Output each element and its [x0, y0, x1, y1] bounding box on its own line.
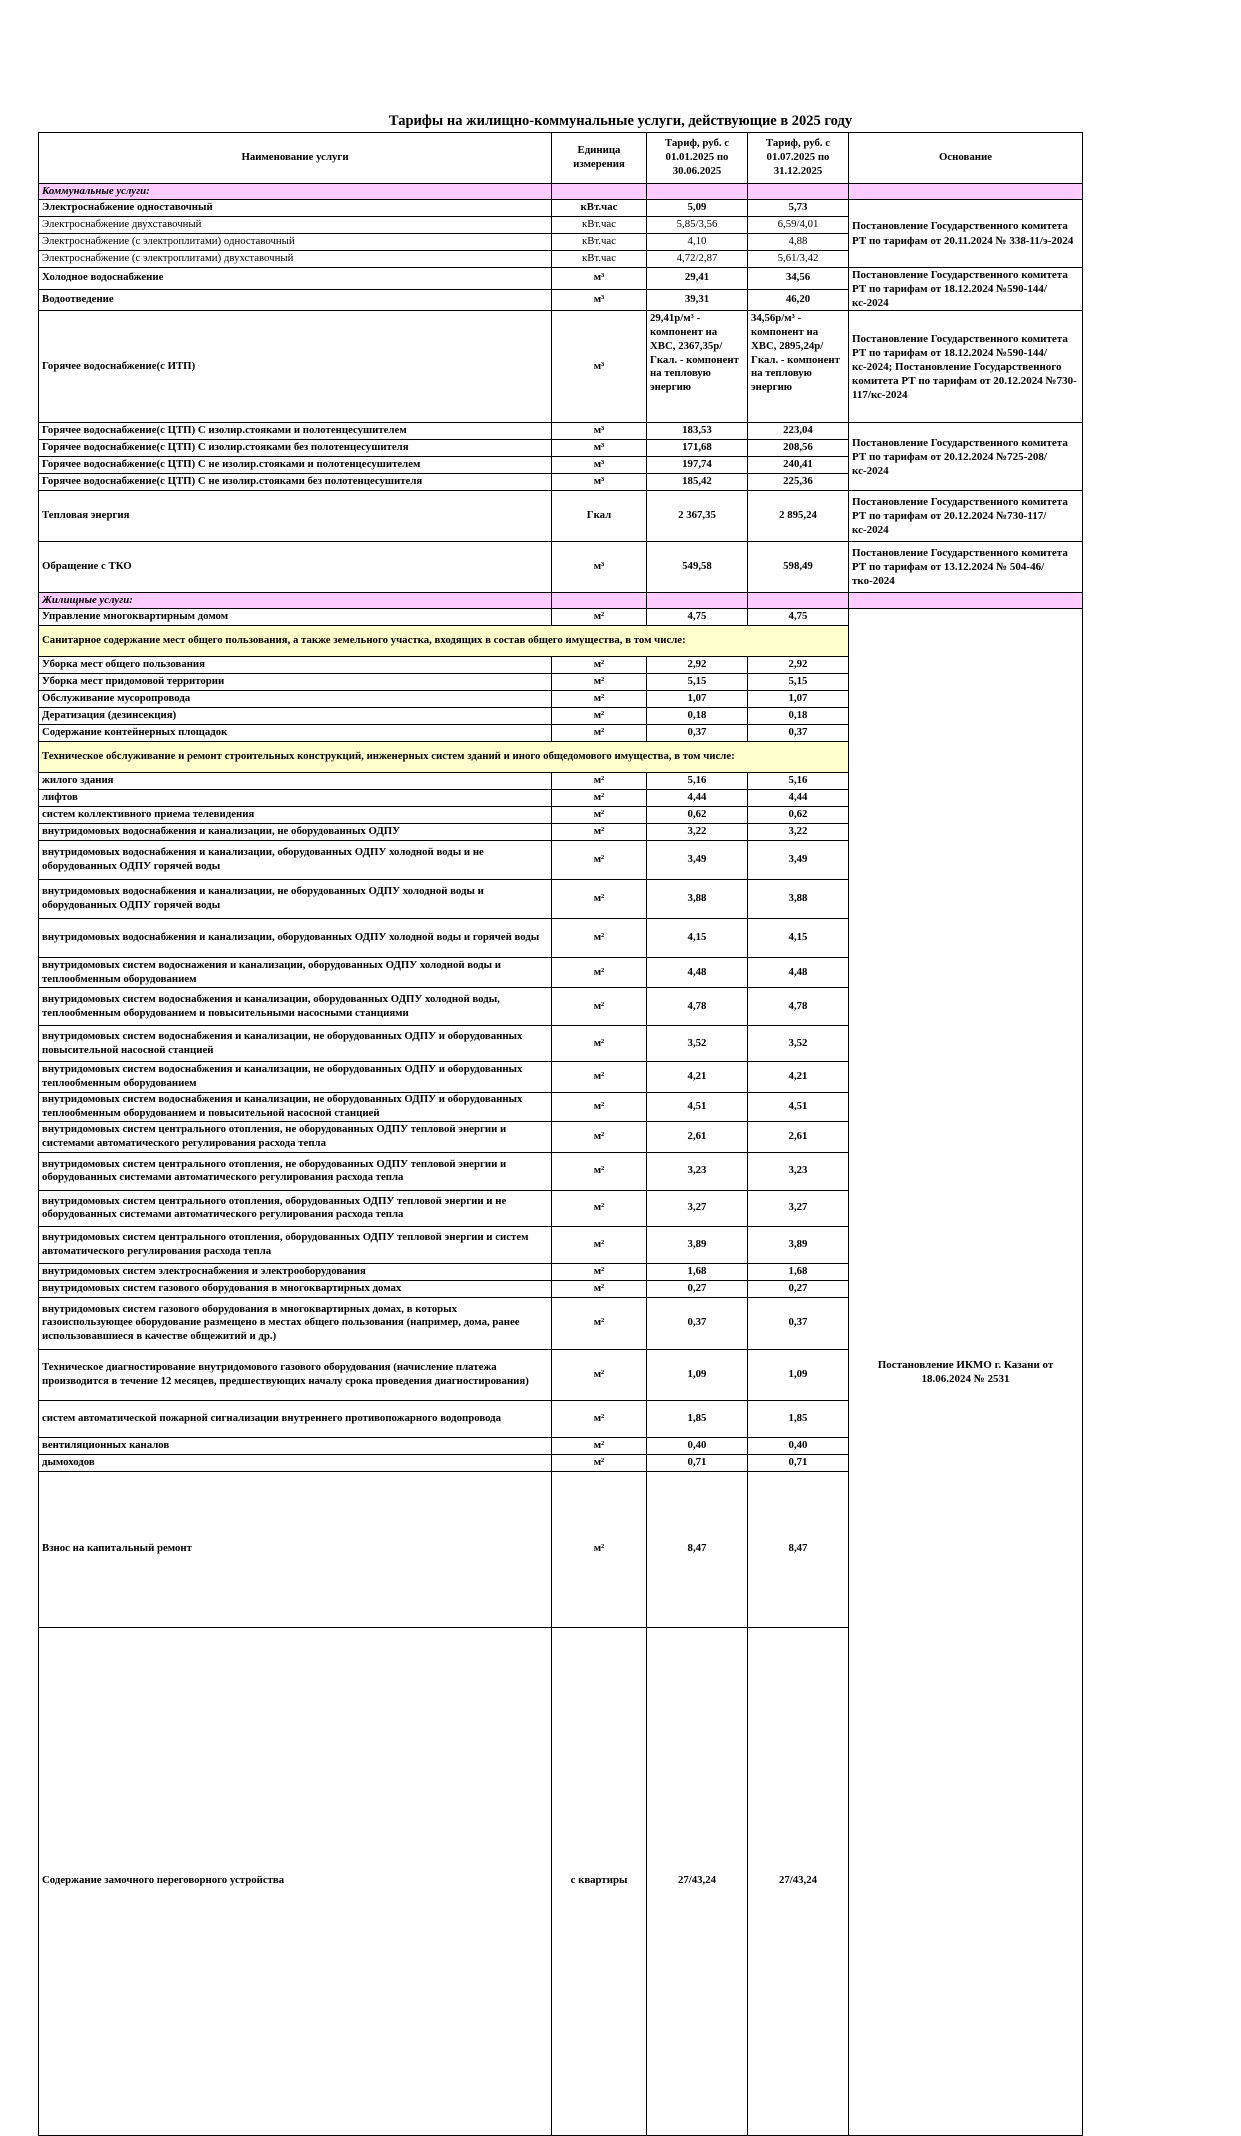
tariff-h2-cell: 4,44: [748, 790, 849, 807]
service-name: Горячее водоснабжение(с ЦТП) С не изолир.стояками и полотенцесушителем: [39, 457, 552, 474]
tariff-h1-cell: 0,18: [647, 708, 748, 725]
unit-cell: м²: [552, 841, 647, 880]
unit-cell: м²: [552, 1297, 647, 1349]
tariff-h2-cell: 5,16: [748, 773, 849, 790]
unit-cell: м³: [552, 457, 647, 474]
table-row: [39, 268, 1083, 290]
tariff-h1-cell: 0,37: [647, 725, 748, 742]
subsection-title: Техническое обслуживание и ремонт строительных конструкций, инженерных систем зданий и иного общедомового имущества, в том числе:: [39, 742, 849, 773]
unit-cell: м²: [552, 1471, 647, 1627]
section-title: Коммунальные услуги:: [39, 184, 552, 200]
tariff-h1-cell: 0,62: [647, 807, 748, 824]
tariff-h2-cell: 1,07: [748, 691, 849, 708]
unit-cell: м²: [552, 1152, 647, 1190]
service-name: внутридомовых систем электроснабжения и электрооборудования: [39, 1263, 552, 1280]
unit-cell: кВт.час: [552, 200, 647, 217]
service-name: Обращение с ТКО: [39, 542, 552, 593]
unit-cell: м²: [552, 674, 647, 691]
tariff-h1-cell: 3,23: [647, 1152, 748, 1190]
section-row: [39, 184, 1083, 200]
service-name: внутридомовых систем водоснабжения и канализации, оборудованных ОДПУ холодной воды, теплообменным оборудованием и повысительными насосными станциями: [39, 988, 552, 1026]
unit-cell: м²: [552, 1280, 647, 1297]
section-fill: [647, 593, 748, 609]
tariff-h2-cell: 223,04: [748, 423, 849, 440]
unit-cell: м²: [552, 1400, 647, 1437]
tariff-h2-cell: 6,59/4,01: [748, 217, 849, 234]
tariff-h1-cell: 4,51: [647, 1093, 748, 1122]
tariff-h2-cell: 0,18: [748, 708, 849, 725]
tariff-h2-cell: 27/43,24: [748, 1627, 849, 2135]
unit-cell: м²: [552, 790, 647, 807]
tariff-h2-cell: 4,75: [748, 609, 849, 626]
tariff-h2-cell: 3,49: [748, 841, 849, 880]
tariff-h1-cell: 4,72/2,87: [647, 251, 748, 268]
service-name: Электроснабжение (с электроплитами) одноставочный: [39, 234, 552, 251]
tariff-h2-cell: 0,37: [748, 725, 849, 742]
tariff-h1-cell: 39,31: [647, 289, 748, 311]
tariff-h2-cell: 8,47: [748, 1471, 849, 1627]
tariff-h1-cell: 197,74: [647, 457, 748, 474]
header-basis: Основание: [849, 133, 1083, 184]
service-name: систем автоматической пожарной сигнализации внутреннего противопожарного водопровода: [39, 1400, 552, 1437]
table-row: [39, 542, 1083, 593]
tariff-h2-cell: 2,61: [748, 1121, 849, 1152]
service-name: жилого здания: [39, 773, 552, 790]
unit-cell: м³: [552, 289, 647, 311]
tariff-h1-cell: 4,48: [647, 958, 748, 988]
service-name: внутридомовых систем водоснабжения и канализации, не оборудованных ОДПУ и оборудованных теплообменным оборудованием и повысительной насосной станцией: [39, 1093, 552, 1122]
tariff-h2-cell: 0,40: [748, 1437, 849, 1454]
tariff-h2-cell: 598,49: [748, 542, 849, 593]
service-name: Дератизация (дезинсекция): [39, 708, 552, 725]
service-name: внутридомовых систем центрального отопления, не оборудованных ОДПУ тепловой энергии и системами автоматического регулирования расхода тепла: [39, 1121, 552, 1152]
table-row: [39, 423, 1083, 440]
tariff-h2-cell: 0,27: [748, 1280, 849, 1297]
service-name: внутридомовых систем водоснабжения и канализации, не оборудованных ОДПУ и оборудованных теплообменным оборудованием: [39, 1062, 552, 1093]
tariff-h2-cell: 4,21: [748, 1062, 849, 1093]
tariff-h2-cell: 225,36: [748, 474, 849, 491]
tariff-h1-cell: 3,22: [647, 824, 748, 841]
tariff-h2-cell: 5,61/3,42: [748, 251, 849, 268]
unit-cell: м²: [552, 919, 647, 958]
tariff-h2-cell: 0,62: [748, 807, 849, 824]
section-fill: [849, 593, 1083, 609]
unit-cell: м²: [552, 958, 647, 988]
tariff-h1-cell: 549,58: [647, 542, 748, 593]
section-title: Жилищные услуги:: [39, 593, 552, 609]
service-name: Содержание замочного переговорного устройства: [39, 1627, 552, 2135]
service-name: внутридомовых систем газового оборудования в многоквартирных домах, в которых газоиспользующее оборудование размещено в местах общего пользования (например, дома, ранее использовавшиеся в качестве общежитий и др.): [39, 1297, 552, 1349]
tariff-h2-cell: 3,52: [748, 1026, 849, 1062]
tariff-h1-cell: 4,44: [647, 790, 748, 807]
tariff-h2-cell: 4,15: [748, 919, 849, 958]
basis-cell: Постановление Государственного комитета РТ по тарифам от 20.11.2024 № 338-11/э-2024: [849, 200, 1083, 268]
tariff-h2-cell: 1,68: [748, 1263, 849, 1280]
tariff-h1-cell: 4,10: [647, 234, 748, 251]
unit-cell: м²: [552, 1454, 647, 1471]
tariff-h2-cell: 0,37: [748, 1297, 849, 1349]
service-name: вентиляционных каналов: [39, 1437, 552, 1454]
header-name: Наименование услуги: [39, 133, 552, 184]
service-name: внутридомовых систем газового оборудования в многоквартирных домах: [39, 1280, 552, 1297]
tariff-h1-cell: 1,68: [647, 1263, 748, 1280]
service-name: Электроснабжение одноставочный: [39, 200, 552, 217]
unit-cell: м²: [552, 988, 647, 1026]
service-name: внутридомовых систем центрального отопления, не оборудованных ОДПУ тепловой энергии и оборудованных системами автоматического регулирования расхода тепла: [39, 1152, 552, 1190]
tariff-table-body: [39, 133, 1083, 2136]
tariff-h1-cell: 0,37: [647, 1297, 748, 1349]
unit-cell: м²: [552, 880, 647, 919]
unit-cell: м³: [552, 311, 647, 423]
unit-cell: м²: [552, 708, 647, 725]
service-name: Горячее водоснабжение(с ИТП): [39, 311, 552, 423]
basis-cell: Постановление Государственного комитета РТ по тарифам от 20.12.2024 №725-208/кс-2024: [849, 423, 1083, 491]
tariff-h1-cell: 1,85: [647, 1400, 748, 1437]
tariff-h1-cell: 3,52: [647, 1026, 748, 1062]
tariff-h1-cell: 2 367,35: [647, 491, 748, 542]
tariff-h2-cell: 34,56р/м³ - компонент на ХВС, 2895,24р/Гкал. - компонент на тепловую энергию: [748, 311, 849, 423]
tariff-h2-cell: 2,92: [748, 657, 849, 674]
section-fill: [552, 593, 647, 609]
tariff-h2-cell: 34,56: [748, 268, 849, 290]
unit-cell: м²: [552, 691, 647, 708]
section-fill: [552, 184, 647, 200]
service-name: внутридомовых водоснабжения и канализации, оборудованных ОДПУ холодной воды и не оборудованных ОДПУ горячей воды: [39, 841, 552, 880]
subsection-title: Санитарное содержание мест общего пользования, а также земельного участка, входящих в состав общего имущества, в том числе:: [39, 626, 849, 657]
header-row: [39, 133, 1083, 184]
tariff-h2-cell: 3,89: [748, 1226, 849, 1263]
unit-cell: м²: [552, 824, 647, 841]
header-tariff-h1: Тариф, руб. с 01.01.2025 по 30.06.2025: [647, 133, 748, 184]
unit-cell: с квартиры: [552, 1627, 647, 2135]
tariff-h1-cell: 0,40: [647, 1437, 748, 1454]
tariff-h1-cell: 4,21: [647, 1062, 748, 1093]
tariff-h1-cell: 1,07: [647, 691, 748, 708]
tariff-h1-cell: 3,88: [647, 880, 748, 919]
unit-cell: м²: [552, 1121, 647, 1152]
header-tariff-h2: Тариф, руб. с 01.07.2025 по 31.12.2025: [748, 133, 849, 184]
service-name: лифтов: [39, 790, 552, 807]
service-name: внутридомовых систем водоснабжения и канализации, не оборудованных ОДПУ и оборудованных повысительной насосной станцией: [39, 1026, 552, 1062]
tariff-h1-cell: 5,09: [647, 200, 748, 217]
service-name: Уборка мест общего пользования: [39, 657, 552, 674]
service-name: Электроснабжение двухставочный: [39, 217, 552, 234]
tariff-h1-cell: 5,15: [647, 674, 748, 691]
unit-cell: м²: [552, 1349, 647, 1400]
tariff-h2-cell: 3,23: [748, 1152, 849, 1190]
tariff-h1-cell: 183,53: [647, 423, 748, 440]
tariff-h1-cell: 171,68: [647, 440, 748, 457]
table-row: [39, 200, 1083, 217]
unit-cell: м²: [552, 1226, 647, 1263]
tariff-h1-cell: 4,78: [647, 988, 748, 1026]
unit-cell: м³: [552, 474, 647, 491]
tariff-h1-cell: 8,47: [647, 1471, 748, 1627]
service-name: дымоходов: [39, 1454, 552, 1471]
tariff-h2-cell: 5,73: [748, 200, 849, 217]
service-name: Горячее водоснабжение(с ЦТП) С не изолир.стояками без полотенцесушителя: [39, 474, 552, 491]
tariff-h1-cell: 5,16: [647, 773, 748, 790]
table-row: [39, 311, 1083, 423]
unit-cell: м²: [552, 1062, 647, 1093]
tariff-h2-cell: 208,56: [748, 440, 849, 457]
tariff-h2-cell: 46,20: [748, 289, 849, 311]
tariff-h2-cell: 240,41: [748, 457, 849, 474]
tariff-h1-cell: 4,75: [647, 609, 748, 626]
service-name: Электроснабжение (с электроплитами) двухставочный: [39, 251, 552, 268]
service-name: Холодное водоснабжение: [39, 268, 552, 290]
tariff-h1-cell: 185,42: [647, 474, 748, 491]
service-name: внутридомовых водоснабжения и канализации, оборудованных ОДПУ холодной воды и горячей воды: [39, 919, 552, 958]
section-fill: [748, 184, 849, 200]
service-name: внутридомовых систем центрального отопления, оборудованных ОДПУ тепловой энергии и не оборудованных системами автоматического регулирования расхода тепла: [39, 1190, 552, 1226]
unit-cell: м³: [552, 423, 647, 440]
basis-cell: Постановление Государственного комитета РТ по тарифам от 20.12.2024 №730-117/кс-2024: [849, 491, 1083, 542]
tariff-h1-cell: 2,61: [647, 1121, 748, 1152]
header-unit: Единица измерения: [552, 133, 647, 184]
tariff-h1-cell: 3,49: [647, 841, 748, 880]
service-name: Уборка мест придомовой территории: [39, 674, 552, 691]
service-name: Горячее водоснабжение(с ЦТП) С изолир.стояками и полотенцесушителем: [39, 423, 552, 440]
service-name: Содержание контейнерных площадок: [39, 725, 552, 742]
service-name: внутридомовых водоснабжения и канализации, не оборудованных ОДПУ: [39, 824, 552, 841]
tariff-h2-cell: 3,22: [748, 824, 849, 841]
tariff-h2-cell: 5,15: [748, 674, 849, 691]
unit-cell: м²: [552, 657, 647, 674]
service-name: Тепловая энергия: [39, 491, 552, 542]
tariff-h1-cell: 1,09: [647, 1349, 748, 1400]
service-name: Техническое диагностирование внутридомового газового оборудования (начисление платежа производится в течение 12 месяцев, предшествующих началу срока проведения диагностирования): [39, 1349, 552, 1400]
tariff-h2-cell: 3,27: [748, 1190, 849, 1226]
unit-cell: Гкал: [552, 491, 647, 542]
tariff-h2-cell: 4,51: [748, 1093, 849, 1122]
tariff-h2-cell: 4,88: [748, 234, 849, 251]
tariff-h2-cell: 1,85: [748, 1400, 849, 1437]
unit-cell: кВт.час: [552, 251, 647, 268]
tariff-h2-cell: 3,88: [748, 880, 849, 919]
tariff-h1-cell: 4,15: [647, 919, 748, 958]
table-row: [39, 491, 1083, 542]
basis-cell: Постановление Государственного комитета РТ по тарифам от 18.12.2024 №590-144/кс-2024; Постановление Государственного комитета РТ по тарифам от 20.12.2024 №730-117/кс-2024: [849, 311, 1083, 423]
unit-cell: м²: [552, 609, 647, 626]
service-name: Взнос на капитальный ремонт: [39, 1471, 552, 1627]
section-fill: [849, 184, 1083, 200]
unit-cell: м²: [552, 1093, 647, 1122]
unit-cell: м²: [552, 1190, 647, 1226]
tariff-h2-cell: 1,09: [748, 1349, 849, 1400]
unit-cell: м³: [552, 542, 647, 593]
service-name: внутридомовых водоснабжения и канализации, не оборудованных ОДПУ холодной воды и оборудованных ОДПУ горячей воды: [39, 880, 552, 919]
service-name: Горячее водоснабжение(с ЦТП) С изолир.стояками без полотенцесушителя: [39, 440, 552, 457]
service-name: Управление многоквартирным домом: [39, 609, 552, 626]
tariff-h1-cell: 29,41: [647, 268, 748, 290]
section-fill: [748, 593, 849, 609]
unit-cell: м³: [552, 268, 647, 290]
basis-cell: Постановление Государственного комитета РТ по тарифам от 13.12.2024 № 504-46/тко-2024: [849, 542, 1083, 593]
section-row: [39, 593, 1083, 609]
service-name: внутридомовых систем водоснажения и канализации, оборудованных ОДПУ холодной воды и теплообменным оборудованием: [39, 958, 552, 988]
unit-cell: м²: [552, 807, 647, 824]
service-name: Обслуживание мусоропровода: [39, 691, 552, 708]
document-title: Тарифы на жилищно-коммунальные услуги, действующие в 2025 году: [388, 113, 853, 129]
section-fill: [647, 184, 748, 200]
unit-cell: м³: [552, 440, 647, 457]
basis-cell: Постановление ИКМО г. Казани от 18.06.2024 № 2531: [849, 609, 1083, 2135]
tariff-h1-cell: 5,85/3,56: [647, 217, 748, 234]
tariff-h1-cell: 27/43,24: [647, 1627, 748, 2135]
tariff-h1-cell: 29,41р/м³ - компонент на ХВС, 2367,35р/Гкал. - компонент на тепловую энергию: [647, 311, 748, 423]
unit-cell: м²: [552, 1026, 647, 1062]
tariff-h1-cell: 0,27: [647, 1280, 748, 1297]
tariff-h1-cell: 0,71: [647, 1454, 748, 1471]
unit-cell: кВт.час: [552, 234, 647, 251]
tariff-h1-cell: 2,92: [647, 657, 748, 674]
tariff-table: [38, 132, 1083, 2136]
unit-cell: м²: [552, 725, 647, 742]
tariff-h2-cell: 4,78: [748, 988, 849, 1026]
service-name: Водоотведение: [39, 289, 552, 311]
tariff-h2-cell: 2 895,24: [748, 491, 849, 542]
unit-cell: м²: [552, 1437, 647, 1454]
table-row: [39, 609, 1083, 626]
tariff-h2-cell: 4,48: [748, 958, 849, 988]
service-name: систем коллективного приема телевидения: [39, 807, 552, 824]
unit-cell: кВт.час: [552, 217, 647, 234]
tariff-h1-cell: 3,27: [647, 1190, 748, 1226]
tariff-h1-cell: 3,89: [647, 1226, 748, 1263]
unit-cell: м²: [552, 773, 647, 790]
basis-cell: Постановление Государственного комитета РТ по тарифам от 18.12.2024 №590-144/кс-2024: [849, 268, 1083, 311]
unit-cell: м²: [552, 1263, 647, 1280]
service-name: внутридомовых систем центрального отопления, оборудованных ОДПУ тепловой энергии и систем автоматического регулирования расхода тепла: [39, 1226, 552, 1263]
tariff-h2-cell: 0,71: [748, 1454, 849, 1471]
